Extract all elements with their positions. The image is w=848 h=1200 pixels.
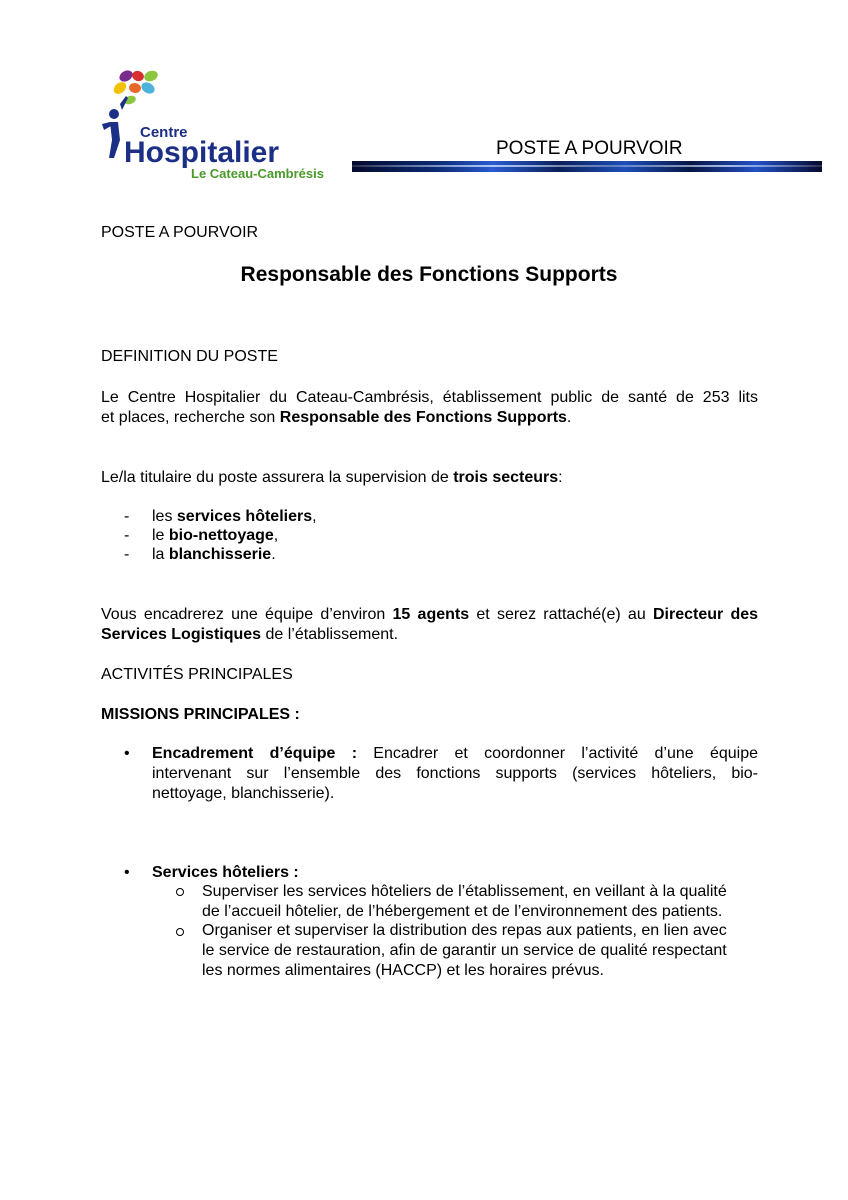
bullet-icon: • — [124, 745, 130, 762]
missions-heading: MISSIONS PRINCIPALES : — [101, 706, 300, 723]
sector-dash: - — [124, 546, 130, 563]
mission1-line-1: Encadrement d’équipe : Encadrer et coordonner l’activité d’une équipe — [152, 745, 758, 762]
header-decorative-bar — [352, 161, 822, 172]
team-line-2: Services Logistiques de l’établissement. — [101, 626, 399, 643]
mission1-line-3: nettoyage, blanchisserie). — [152, 785, 335, 802]
mission2-sub1-line-2: de l’accueil hôtelier, de l’hébergement et de l’environnement des patients. — [202, 903, 723, 920]
logo-city-text: Le Cateau-Cambrésis — [191, 166, 324, 181]
intro-line-1: Le Centre Hospitalier du Cateau-Cambrésis, établissement public de santé de 253 lits — [101, 389, 758, 406]
list-item: les services hôteliers, — [152, 508, 317, 525]
header-title: POSTE A POURVOIR — [496, 138, 683, 159]
mission2-sub2-line-3: les normes alimentaires (HACCP) et les horaires prévus. — [202, 962, 604, 979]
supervision-sentence: Le/la titulaire du poste assurera la supervision de trois secteurs: — [101, 469, 563, 486]
definition-heading: DEFINITION DU POSTE — [101, 348, 278, 365]
sub-bullet-circle-icon — [176, 928, 184, 936]
sector-dash: - — [124, 508, 130, 525]
intro-line-2: et places, recherche son Responsable des Fonctions Supports. — [101, 409, 572, 426]
sector-dash: - — [124, 527, 130, 544]
mission2-sub2-line-2: le service de restauration, afin de garantir un service de qualité respectant — [202, 942, 727, 959]
mission2-sub1-line-1: Superviser les services hôteliers de l’établissement, en veillant à la qualité — [202, 883, 727, 900]
logo-centre-text: Centre — [140, 124, 188, 141]
team-line-1: Vous encadrerez une équipe d’environ 15 agents et serez rattaché(e) au Directeur des — [101, 606, 759, 623]
logo-hospitalier-text: Hospitalier — [124, 136, 280, 169]
bullet-icon: • — [124, 864, 130, 881]
mission2-sub2-line-1: Organiser et superviser la distribution des repas aux patients, en lien avec — [202, 922, 727, 939]
mission1-line-2: intervenant sur l’ensemble des fonctions supports (services hôteliers, bio- — [152, 765, 758, 782]
mission2-heading: Services hôteliers : — [152, 864, 299, 881]
list-item: la blanchisserie. — [152, 546, 276, 563]
sub-bullet-circle-icon — [176, 888, 184, 896]
list-item: le bio-nettoyage, — [152, 527, 279, 544]
page-title: Responsable des Fonctions Supports — [240, 263, 618, 286]
activities-heading: ACTIVITÉS PRINCIPALES — [101, 666, 293, 683]
kicker: POSTE A POURVOIR — [101, 224, 259, 241]
